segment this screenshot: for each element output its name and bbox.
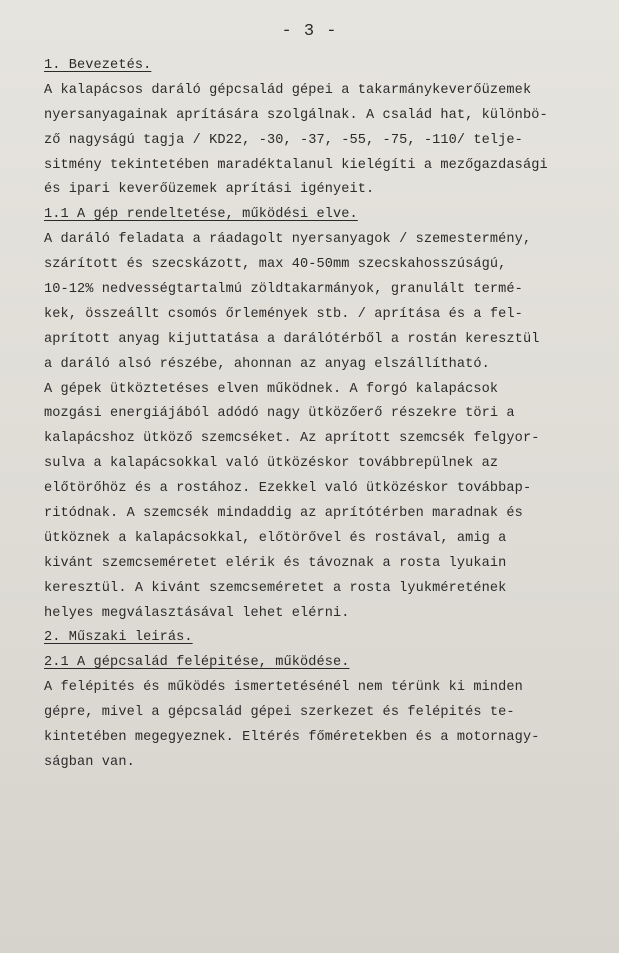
text-line: keresztül. A kivánt szemcseméretet a rosta lyukméretének — [44, 580, 507, 596]
text-line: gépre, mivel a gépcsalád gépei szerkezet és felépités te- — [44, 705, 515, 721]
section-heading: 1.1 A gép rendeltetése, működési elve. — [44, 207, 358, 223]
text-line: kek, összeállt csomós őrlemények stb. / aprítása és a fel- — [44, 306, 523, 322]
text-line: szárított és szecskázott, max 40-50mm szecskahosszúságú, — [44, 257, 507, 273]
text-line: A gépek ütköztetéses elven működnek. A forgó kalapácsok — [44, 381, 499, 397]
page-number: - 3 - — [281, 22, 338, 41]
text-line: és ipari keverőüzemek aprítási igényeit. — [44, 182, 375, 198]
text-line: kintetében megegyeznek. Eltérés főméretekben és a motornagy- — [44, 730, 540, 746]
text-line: helyes megválasztásával lehet elérni. — [44, 605, 350, 621]
text-line: A kalapácsos daráló gépcsalád gépei a takarmánykeverőüzemek — [44, 82, 532, 98]
text-line: a daráló alsó részébe, ahonnan az anyag elszállítható. — [44, 356, 490, 372]
text-line: kivánt szemcseméretet elérik és távoznak a rosta lyukain — [44, 555, 507, 571]
text-line: ságban van. — [44, 754, 135, 770]
text-line: ritódnak. A szemcsék mindaddig az aprítótérben maradnak és — [44, 506, 523, 522]
section-heading: 2. Műszaki leirás. — [44, 630, 193, 646]
text-line: kalapácshoz ütköző szemcséket. Az aprított szemcsék felgyor- — [44, 431, 540, 447]
text-line: 10-12% nedvességtartalmú zöldtakarmányok, granulált termé- — [44, 282, 523, 298]
text-line: sitmény tekintetében maradéktalanul kielégíti a mezőgazdasági — [44, 157, 548, 173]
text-line: mozgási energiájából adódó nagy ütközőerő részekre töri a — [44, 406, 515, 422]
text-line: A daráló feladata a ráadagolt nyersanyagok / szemestermény, — [44, 232, 532, 248]
text-line: ző nagyságú tagja / KD22, -30, -37, -55, -75, -110/ telje- — [44, 132, 523, 148]
text-line: sulva a kalapácsokkal való ütközéskor továbbrepülnek az — [44, 456, 499, 472]
document-body — [44, 54, 604, 776]
text-line: nyersanyagainak aprítására szolgálnak. A család hat, különbö- — [44, 107, 548, 123]
text-line: ütköznek a kalapácsokkal, előtörővel és rostával, amig a — [44, 530, 507, 546]
text-line: aprított anyag kijuttatása a darálótérből a rostán keresztül — [44, 331, 540, 347]
section-heading: 2.1 A gépcsalád felépitése, működése. — [44, 655, 350, 671]
text-line: A felépités és működés ismertetésénél nem térünk ki minden — [44, 680, 523, 696]
text-line: előtörőhöz és a rostához. Ezekkel való ütközéskor továbbap- — [44, 481, 532, 497]
section-heading: 1. Bevezetés. — [44, 58, 152, 73]
